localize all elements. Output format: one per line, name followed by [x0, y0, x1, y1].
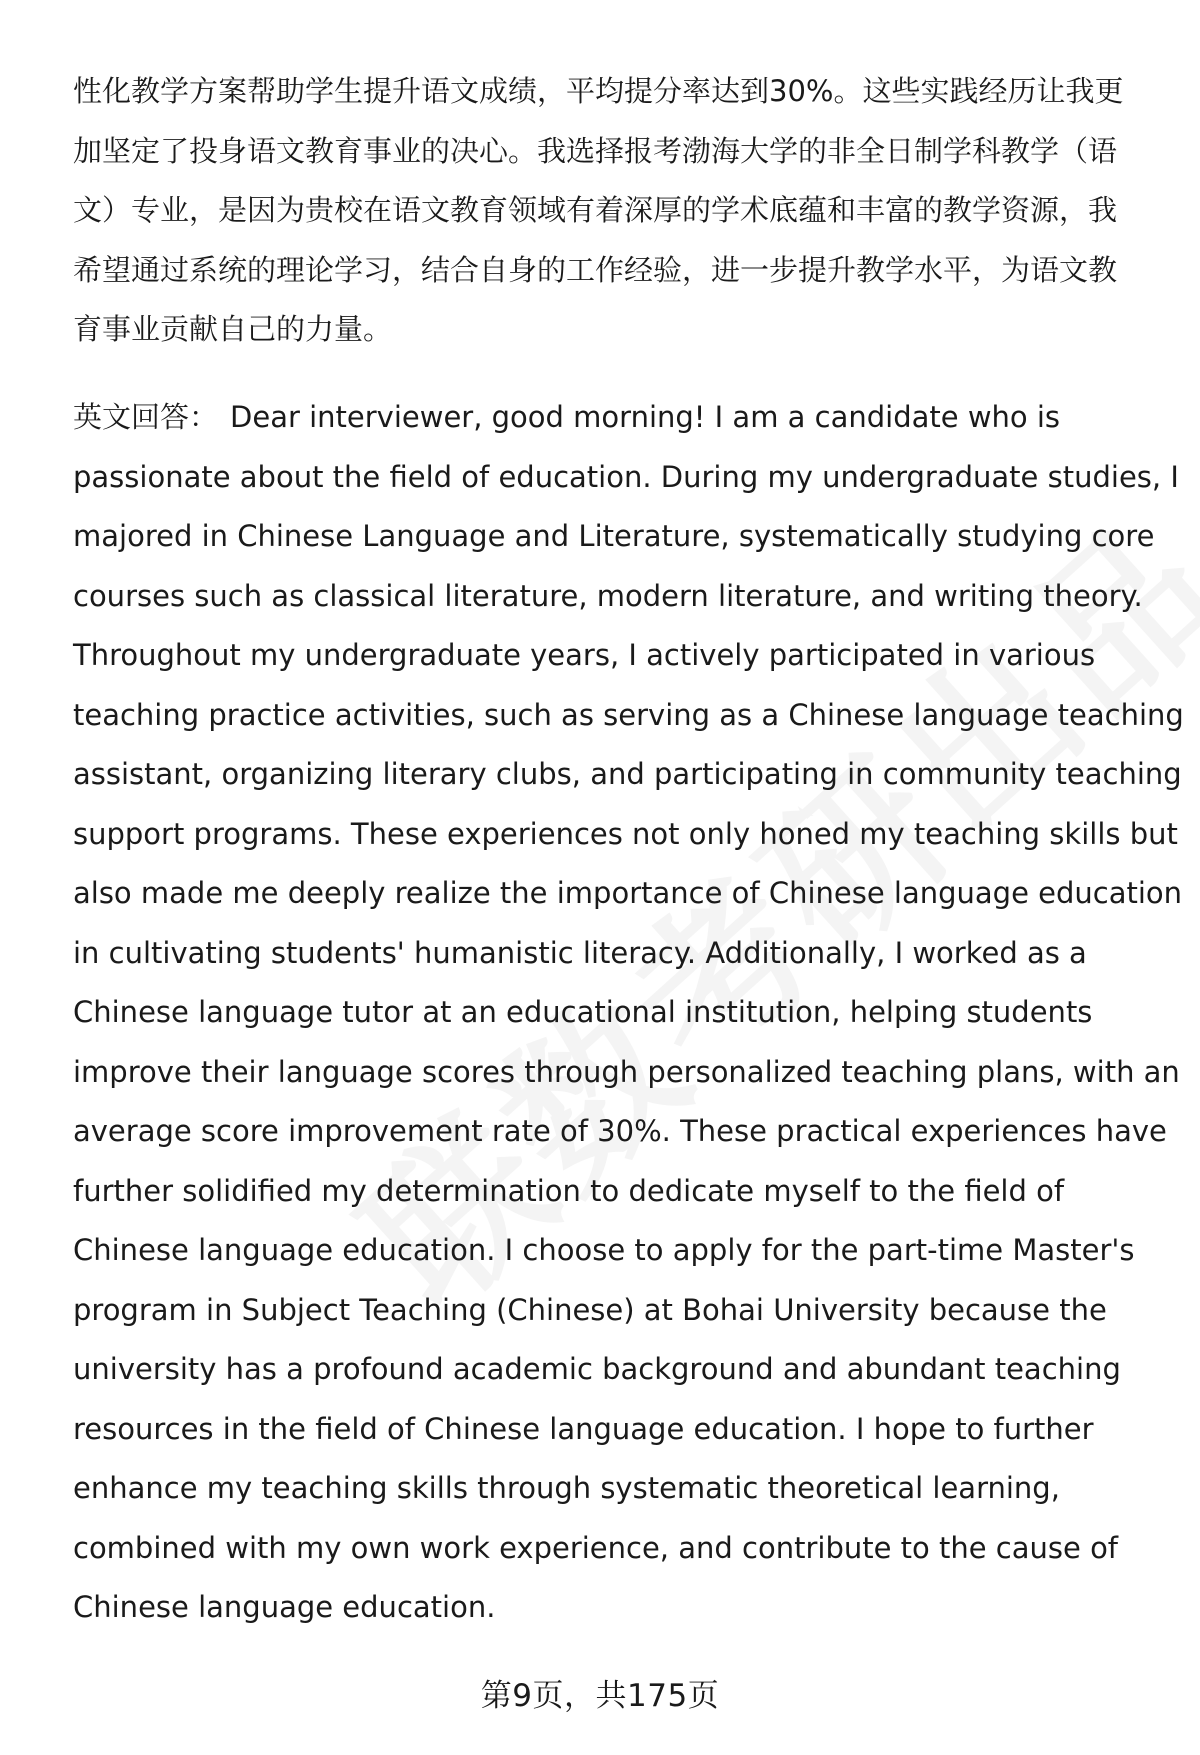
text-line: courses such as classical literature, modern literature, and writing theory.: [73, 578, 1143, 613]
text-line: assistant, organizing literary clubs, and participating in community teaching: [73, 757, 1182, 791]
page-indicator: 第9页，共175页: [480, 1678, 720, 1714]
text-line: average score improvement rate of 30%. These practical experiences have: [73, 1114, 1167, 1148]
text-line: passionate about the field of education. During my undergraduate studies, I: [73, 459, 1179, 494]
text-line: improve their language scores through personalized teaching plans, with an: [73, 1054, 1180, 1089]
text-line-content: Dear interviewer, good morning! I am a candidate who is: [230, 400, 1061, 434]
text-line: further solidified my determination to dedicate myself to the field of: [73, 1173, 1065, 1208]
chinese-paragraph: [73, 62, 1153, 360]
text-line: Chinese language tutor at an educational institution, helping students: [73, 995, 1093, 1029]
text-line: majored in Chinese Language and Literature, systematically studying core: [73, 519, 1155, 553]
text-line: teaching practice activities, such as serving as a Chinese language teaching: [73, 697, 1184, 732]
text-line: 加坚定了投身语文教育事业的决心。我选择报考渤海大学的非全日制学科教学（语: [73, 133, 1118, 168]
text-line: 文）专业，是因为贵校在语文教育领域有着深厚的学术底蕴和丰富的教学资源，我: [73, 193, 1118, 227]
text-line: in cultivating students' humanistic literacy. Additionally, I worked as a: [73, 935, 1087, 970]
text-line: 性化教学方案帮助学生提升语文成绩，平均提分率达到30%。这些实践经历让我更: [73, 74, 1124, 108]
english-answer-label: 英文回答：: [73, 400, 219, 434]
text-line: program in Subject Teaching (Chinese) at Bohai University because the: [73, 1292, 1107, 1327]
text-line: [73, 388, 1163, 448]
text-line: 育事业贡献自己的力量。: [73, 312, 393, 346]
text-line: combined with my own work experience, and contribute to the cause of: [73, 1530, 1119, 1565]
text-line: 希望通过系统的理论学习，结合自身的工作经验，进一步提升教学水平，为语文教: [73, 252, 1118, 287]
english-answer-paragraph: [73, 388, 1184, 1638]
text-line: university has a profound academic background and abundant teaching: [73, 1352, 1121, 1386]
text-line: Chinese language education.: [73, 1590, 496, 1624]
text-line: resources in the field of Chinese language education. I hope to further: [73, 1411, 1094, 1446]
text-line: Throughout my undergraduate years, I actively participated in various: [73, 638, 1096, 672]
text-line: also made me deeply realize the importance of Chinese language education: [73, 876, 1183, 910]
text-line: enhance my teaching skills through systematic theoretical learning,: [73, 1471, 1060, 1505]
text-line: Chinese language education. I choose to apply for the part-time Master's: [73, 1233, 1135, 1267]
text-line: support programs. These experiences not only honed my teaching skills but: [73, 816, 1178, 851]
